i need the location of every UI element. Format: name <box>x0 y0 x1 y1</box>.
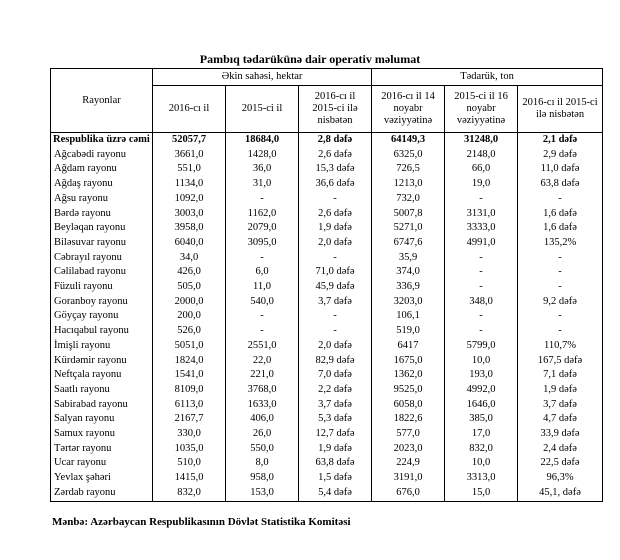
procurement-2015-cell: 4992,0 <box>445 383 518 398</box>
region-name: Ucar rayonu <box>51 456 153 471</box>
region-name: Ağdam rayonu <box>51 162 153 177</box>
table-row <box>51 162 603 177</box>
area-2015-cell: - <box>226 251 299 266</box>
area-ratio-cell: 2,0 dəfə <box>299 339 372 354</box>
area-2016-cell: 3661,0 <box>153 148 226 163</box>
procurement-ratio-cell: 3,7 dəfə <box>518 398 603 413</box>
area-2015-cell: 26,0 <box>226 427 299 442</box>
procurement-2015-cell: 2148,0 <box>445 148 518 163</box>
area-2015-cell: 6,0 <box>226 265 299 280</box>
procurement-2015-cell: 193,0 <box>445 368 518 383</box>
area-ratio-cell: 2,8 dəfə <box>299 133 372 148</box>
area-ratio-cell: 2,6 dəfə <box>299 207 372 222</box>
procurement-2015-cell: 10,0 <box>445 456 518 471</box>
procurement-2016-cell: 1213,0 <box>372 177 445 192</box>
region-name: Neftçala rayonu <box>51 368 153 383</box>
cotton-procurement-table <box>50 68 603 502</box>
procurement-2016-cell: 726,5 <box>372 162 445 177</box>
table-row <box>51 354 603 369</box>
procurement-ratio-cell: 9,2 dəfə <box>518 295 603 310</box>
area-2016-cell: 6040,0 <box>153 236 226 251</box>
procurement-2016-cell: 9525,0 <box>372 383 445 398</box>
table-body <box>51 133 603 502</box>
procurement-ratio-cell: 33,9 dəfə <box>518 427 603 442</box>
table-row <box>51 339 603 354</box>
table-row <box>51 442 603 457</box>
procurement-2016-cell: 106,1 <box>372 309 445 324</box>
area-ratio-cell: 1,9 dəfə <box>299 221 372 236</box>
area-2016-cell: 1092,0 <box>153 192 226 207</box>
area-ratio-cell: 5,4 dəfə <box>299 486 372 501</box>
area-2015-cell: 8,0 <box>226 456 299 471</box>
total-row <box>51 133 603 148</box>
region-name: Salyan rayonu <box>51 412 153 427</box>
region-name: Kürdəmir rayonu <box>51 354 153 369</box>
procurement-2015-cell: 348,0 <box>445 295 518 310</box>
table-row <box>51 207 603 222</box>
procurement-ratio-cell: 4,7 dəfə <box>518 412 603 427</box>
procurement-2016-cell: 1362,0 <box>372 368 445 383</box>
area-2016-cell: 200,0 <box>153 309 226 324</box>
table-header <box>51 69 603 133</box>
procurement-ratio-cell: 1,9 dəfə <box>518 383 603 398</box>
procurement-ratio-cell: 110,7% <box>518 339 603 354</box>
region-name: Ağcabədi rayonu <box>51 148 153 163</box>
region-name: Göyçay rayonu <box>51 309 153 324</box>
procurement-2016-cell: 3191,0 <box>372 471 445 486</box>
region-name: Zərdab rayonu <box>51 486 153 501</box>
table-row <box>51 398 603 413</box>
procurement-2016-cell: 676,0 <box>372 486 445 501</box>
table-row <box>51 412 603 427</box>
procurement-2016-cell: 519,0 <box>372 324 445 339</box>
area-2016-cell: 1134,0 <box>153 177 226 192</box>
procurement-2016-cell: 224,9 <box>372 456 445 471</box>
area-2016-cell: 34,0 <box>153 251 226 266</box>
procurement-2015-cell: - <box>445 192 518 207</box>
area-2016-cell: 330,0 <box>153 427 226 442</box>
area-2016-cell: 510,0 <box>153 456 226 471</box>
area-ratio-cell: 63,8 dəfə <box>299 456 372 471</box>
table-row <box>51 251 603 266</box>
procurement-2015-cell: - <box>445 280 518 295</box>
area-2016-cell: 505,0 <box>153 280 226 295</box>
procurement-ratio-cell: 2,4 dəfə <box>518 442 603 457</box>
area-2015-cell: 22,0 <box>226 354 299 369</box>
area-2016-cell: 832,0 <box>153 486 226 501</box>
area-2016-cell: 2167,7 <box>153 412 226 427</box>
procurement-2015-cell: 19,0 <box>445 177 518 192</box>
area-ratio-cell: 2,0 dəfə <box>299 236 372 251</box>
area-ratio-cell: 5,3 dəfə <box>299 412 372 427</box>
table-row <box>51 486 603 501</box>
procurement-2016-cell: 6058,0 <box>372 398 445 413</box>
area-ratio-cell: 3,7 dəfə <box>299 295 372 310</box>
area-2015-cell: 1428,0 <box>226 148 299 163</box>
area-ratio-cell: 2,6 dəfə <box>299 148 372 163</box>
procurement-2015-cell: 1646,0 <box>445 398 518 413</box>
header-area-ratio: 2016-cı il 2015-ci ilə nisbətən <box>299 86 372 133</box>
area-2016-cell: 526,0 <box>153 324 226 339</box>
procurement-2016-cell: 5271,0 <box>372 221 445 236</box>
procurement-2015-cell: - <box>445 251 518 266</box>
area-2015-cell: 31,0 <box>226 177 299 192</box>
region-name: Goranboy rayonu <box>51 295 153 310</box>
procurement-ratio-cell: 135,2% <box>518 236 603 251</box>
area-2016-cell: 8109,0 <box>153 383 226 398</box>
table-row <box>51 192 603 207</box>
area-2016-cell: 1035,0 <box>153 442 226 457</box>
region-name: Yevlax şəhəri <box>51 471 153 486</box>
procurement-ratio-cell: - <box>518 265 603 280</box>
area-ratio-cell: 82,9 dəfə <box>299 354 372 369</box>
region-name: Beyləqan rayonu <box>51 221 153 236</box>
area-ratio-cell: 1,5 dəfə <box>299 471 372 486</box>
area-2015-cell: 3768,0 <box>226 383 299 398</box>
procurement-ratio-cell: 1,6 dəfə <box>518 207 603 222</box>
table-row <box>51 221 603 236</box>
area-2016-cell: 426,0 <box>153 265 226 280</box>
table-row <box>51 324 603 339</box>
procurement-ratio-cell: 167,5 dəfə <box>518 354 603 369</box>
table-row <box>51 177 603 192</box>
header-area-2016: 2016-cı il <box>153 86 226 133</box>
area-2016-cell: 1415,0 <box>153 471 226 486</box>
area-2015-cell: 18684,0 <box>226 133 299 148</box>
procurement-2015-cell: 832,0 <box>445 442 518 457</box>
area-2015-cell: 550,0 <box>226 442 299 457</box>
region-name: Ağsu rayonu <box>51 192 153 207</box>
area-2016-cell: 5051,0 <box>153 339 226 354</box>
region-name: Biləsuvar rayonu <box>51 236 153 251</box>
procurement-ratio-cell: 22,5 dəfə <box>518 456 603 471</box>
area-2016-cell: 551,0 <box>153 162 226 177</box>
procurement-2016-cell: 732,0 <box>372 192 445 207</box>
procurement-2016-cell: 2023,0 <box>372 442 445 457</box>
area-2015-cell: 3095,0 <box>226 236 299 251</box>
procurement-2016-cell: 1822,6 <box>372 412 445 427</box>
region-name: Tərtər rayonu <box>51 442 153 457</box>
procurement-ratio-cell: 7,1 dəfə <box>518 368 603 383</box>
region-name: Cəlilabad rayonu <box>51 265 153 280</box>
area-2015-cell: 1633,0 <box>226 398 299 413</box>
procurement-2015-cell: - <box>445 309 518 324</box>
procurement-ratio-cell: - <box>518 324 603 339</box>
table-row <box>51 368 603 383</box>
procurement-2015-cell: 17,0 <box>445 427 518 442</box>
region-name: Sabirabad rayonu <box>51 398 153 413</box>
procurement-ratio-cell: - <box>518 280 603 295</box>
procurement-ratio-cell: - <box>518 251 603 266</box>
procurement-2015-cell: 10,0 <box>445 354 518 369</box>
table-row <box>51 236 603 251</box>
area-ratio-cell: 12,7 dəfə <box>299 427 372 442</box>
procurement-ratio-cell: - <box>518 309 603 324</box>
procurement-2015-cell: 31248,0 <box>445 133 518 148</box>
procurement-2016-cell: 5007,8 <box>372 207 445 222</box>
region-name: Saatlı rayonu <box>51 383 153 398</box>
procurement-ratio-cell: 45,1, dəfə <box>518 486 603 501</box>
area-2015-cell: - <box>226 192 299 207</box>
area-2016-cell: 1824,0 <box>153 354 226 369</box>
area-2015-cell: 221,0 <box>226 368 299 383</box>
area-2015-cell: 36,0 <box>226 162 299 177</box>
area-2015-cell: - <box>226 309 299 324</box>
procurement-2015-cell: 3313,0 <box>445 471 518 486</box>
header-procurement-2016: 2016-cı il 14 noyabr vəziyyətinə <box>372 86 445 133</box>
procurement-2016-cell: 35,9 <box>372 251 445 266</box>
procurement-ratio-cell: 2,9 dəfə <box>518 148 603 163</box>
area-ratio-cell: 71,0 dəfə <box>299 265 372 280</box>
region-name: Bərdə rayonu <box>51 207 153 222</box>
procurement-2016-cell: 577,0 <box>372 427 445 442</box>
area-ratio-cell: - <box>299 251 372 266</box>
table-row <box>51 280 603 295</box>
header-procurement-group: Tədarük, ton <box>372 69 603 86</box>
area-2016-cell: 2000,0 <box>153 295 226 310</box>
area-2016-cell: 52057,7 <box>153 133 226 148</box>
procurement-2015-cell: 3333,0 <box>445 221 518 236</box>
table-row <box>51 265 603 280</box>
procurement-2016-cell: 6325,0 <box>372 148 445 163</box>
area-ratio-cell: 45,9 dəfə <box>299 280 372 295</box>
area-2016-cell: 1541,0 <box>153 368 226 383</box>
area-2015-cell: 406,0 <box>226 412 299 427</box>
procurement-2016-cell: 3203,0 <box>372 295 445 310</box>
area-ratio-cell: - <box>299 324 372 339</box>
table-row <box>51 383 603 398</box>
header-area-group: Əkin sahəsi, hektar <box>153 69 372 86</box>
area-ratio-cell: 3,7 dəfə <box>299 398 372 413</box>
procurement-2016-cell: 6417 <box>372 339 445 354</box>
area-ratio-cell: 7,0 dəfə <box>299 368 372 383</box>
region-name: İmişli rayonu <box>51 339 153 354</box>
area-2015-cell: 2079,0 <box>226 221 299 236</box>
region-name: Respublika üzrə cəmi <box>51 133 153 148</box>
region-name: Hacıqabul rayonu <box>51 324 153 339</box>
area-ratio-cell: - <box>299 192 372 207</box>
procurement-ratio-cell: 2,1 dəfə <box>518 133 603 148</box>
area-2015-cell: 958,0 <box>226 471 299 486</box>
procurement-2016-cell: 1675,0 <box>372 354 445 369</box>
procurement-2015-cell: 66,0 <box>445 162 518 177</box>
area-2015-cell: 153,0 <box>226 486 299 501</box>
region-name: Füzuli rayonu <box>51 280 153 295</box>
procurement-ratio-cell: 1,6 dəfə <box>518 221 603 236</box>
procurement-2015-cell: - <box>445 324 518 339</box>
area-2016-cell: 3958,0 <box>153 221 226 236</box>
area-2015-cell: 1162,0 <box>226 207 299 222</box>
table-row <box>51 427 603 442</box>
header-procurement-2015: 2015-ci il 16 noyabr vəziyyətinə <box>445 86 518 133</box>
table-row <box>51 456 603 471</box>
header-region: Rayonlar <box>51 69 153 133</box>
table-row <box>51 471 603 486</box>
table-row <box>51 295 603 310</box>
procurement-ratio-cell: 11,0 dəfə <box>518 162 603 177</box>
region-name: Cəbrayıl rayonu <box>51 251 153 266</box>
procurement-2016-cell: 64149,3 <box>372 133 445 148</box>
procurement-2015-cell: 15,0 <box>445 486 518 501</box>
area-ratio-cell: 15,3 dəfə <box>299 162 372 177</box>
procurement-2015-cell: - <box>445 265 518 280</box>
header-procurement-ratio: 2016-cı il 2015-ci ilə nisbətən <box>518 86 603 133</box>
table-row <box>51 309 603 324</box>
area-2016-cell: 6113,0 <box>153 398 226 413</box>
procurement-2016-cell: 336,9 <box>372 280 445 295</box>
area-ratio-cell: 36,6 dəfə <box>299 177 372 192</box>
area-2015-cell: - <box>226 324 299 339</box>
procurement-2015-cell: 385,0 <box>445 412 518 427</box>
procurement-2015-cell: 3131,0 <box>445 207 518 222</box>
area-2016-cell: 3003,0 <box>153 207 226 222</box>
area-2015-cell: 2551,0 <box>226 339 299 354</box>
procurement-ratio-cell: - <box>518 192 603 207</box>
area-ratio-cell: 1,9 dəfə <box>299 442 372 457</box>
procurement-2015-cell: 5799,0 <box>445 339 518 354</box>
source-note: Mənbə: Azərbaycan Respublikasının Dövlət Statistika Komitəsi <box>52 516 351 528</box>
procurement-2016-cell: 374,0 <box>372 265 445 280</box>
table-title: Pambıq tədarükünə dair operativ məlumat <box>199 52 421 66</box>
procurement-ratio-cell: 96,3% <box>518 471 603 486</box>
region-name: Samux rayonu <box>51 427 153 442</box>
table-row <box>51 148 603 163</box>
procurement-2016-cell: 6747,6 <box>372 236 445 251</box>
procurement-2015-cell: 4991,0 <box>445 236 518 251</box>
area-ratio-cell: 2,2 dəfə <box>299 383 372 398</box>
area-2015-cell: 540,0 <box>226 295 299 310</box>
area-2015-cell: 11,0 <box>226 280 299 295</box>
area-ratio-cell: - <box>299 309 372 324</box>
region-name: Ağdaş rayonu <box>51 177 153 192</box>
header-area-2015: 2015-ci il <box>226 86 299 133</box>
procurement-ratio-cell: 63,8 dəfə <box>518 177 603 192</box>
